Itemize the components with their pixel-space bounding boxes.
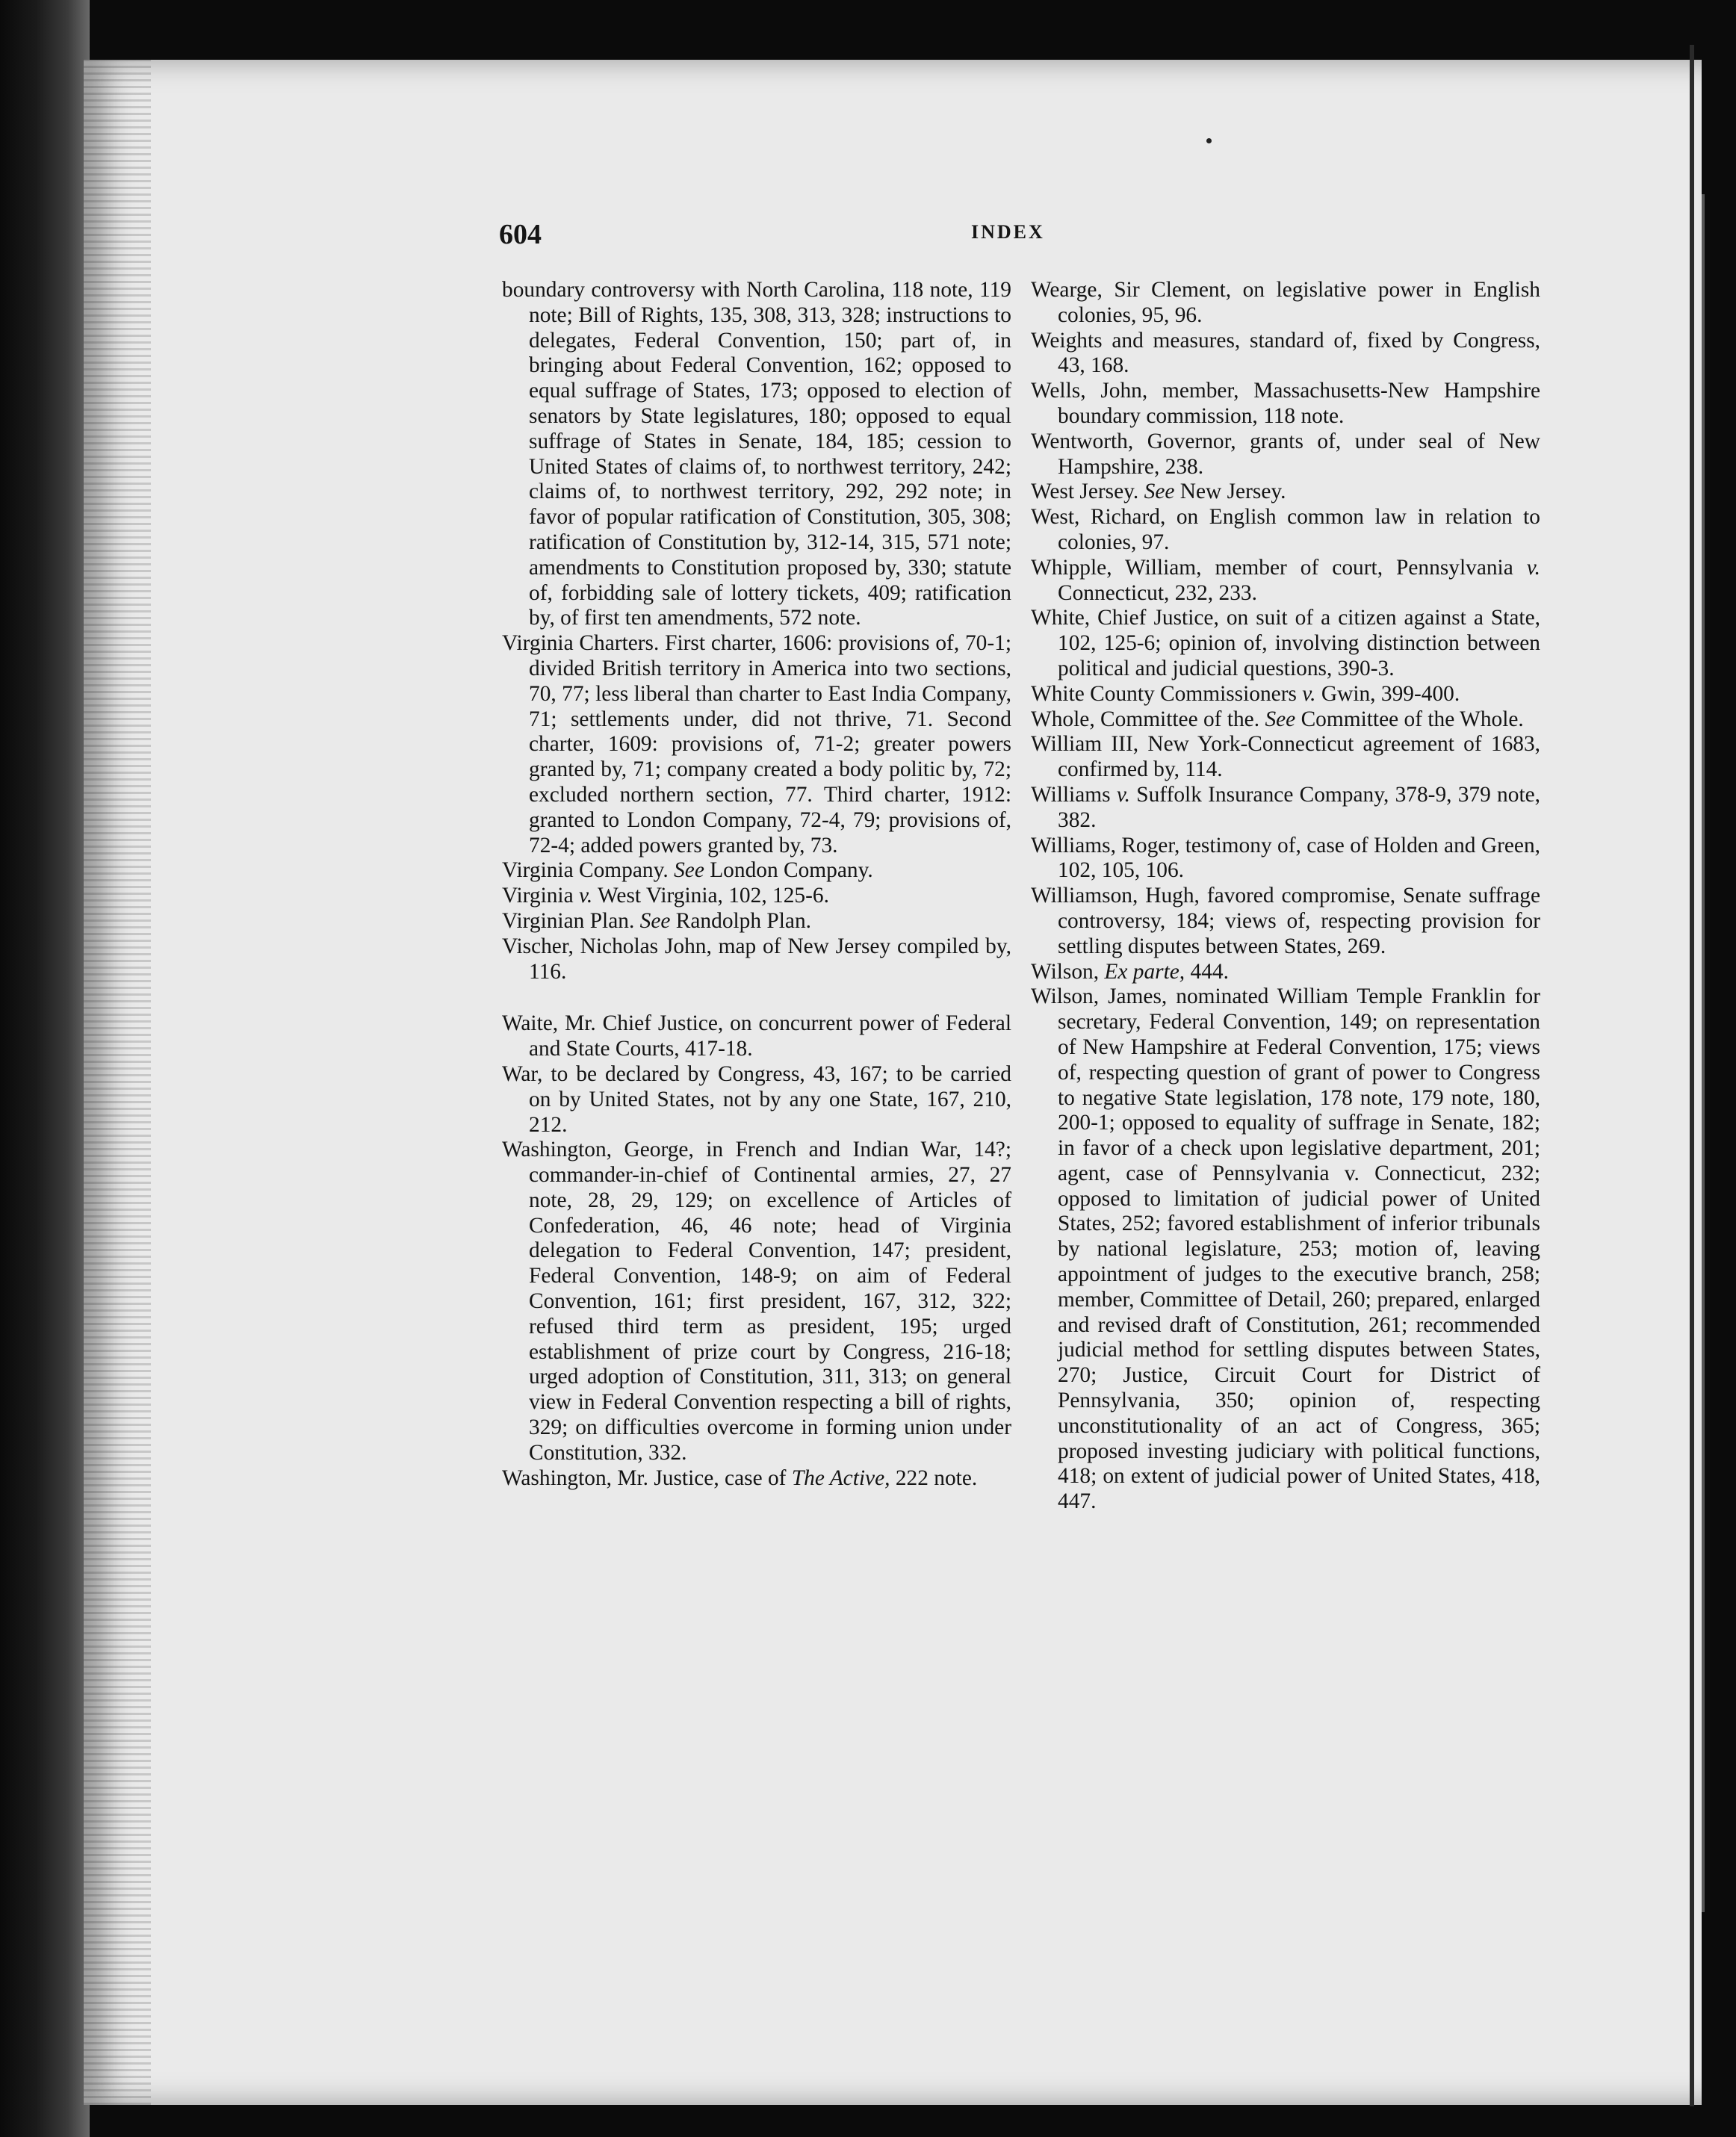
page-gutter (84, 60, 151, 2105)
index-entry: West Jersey. See New Jersey. (1031, 480, 1286, 504)
index-entry: Virginian Plan. See Randolph Plan. (502, 908, 812, 933)
scan-border-left (0, 0, 90, 2137)
page-number: 604 (499, 219, 542, 250)
index-entry: Virginia v. West Virginia, 102, 125-6. (502, 884, 829, 908)
index-entry: Wearge, Sir Clement, on legislative power in English colonies, 95, 96. (1031, 278, 1540, 327)
index-entry: Virginia Company. See London Company. (502, 858, 873, 883)
index-entry: Whipple, William, member of court, Pennsylvania v. Connecticut, 232, 233. (1031, 555, 1540, 605)
index-entry: Weights and measures, standard of, fixed by Congress, 43, 168. (1031, 328, 1540, 378)
running-head: INDEX (971, 221, 1045, 243)
index-entry: West, Richard, on English common law in relation to colonies, 97. (1031, 505, 1540, 554)
index-entry: Williams v. Suffolk Insurance Company, 378-9, 379 note, 382. (1031, 782, 1541, 832)
page-edge-shadow (1702, 194, 1705, 1912)
index-entry: Virginia Charters. First charter, 1606: provisions of, 70-1; divided British territory in America into two sections, 70, 77; less liberal than charter to East India Company, 71; settlements under, did not thrive, 71. Second charter, 1609: provisions of, 71-2; greater powers granted by, 71; company created a body politic by, 72; excluded northern section, 77. Third charter, 1912: granted to London Company, 72-4, 79; provisions of, 72-4; added powers granted by, 73. (502, 631, 1011, 857)
index-entry: White County Commissioners v. Gwin, 399-400. (1031, 681, 1460, 706)
index-entry: White, Chief Justice, on suit of a citizen against a State, 102, 125-6; opinion of, involving distinction between political and judicial questions, 390-3. (1031, 606, 1540, 680)
index-entry: War, to be declared by Congress, 43, 167; to be carried on by United States, not by any one State, 167, 210, 212. (502, 1061, 1011, 1137)
index-entry: Waite, Mr. Chief Justice, on concurrent power of Federal and State Courts, 417-18. (502, 1011, 1011, 1061)
letter-group-spacer (502, 984, 1011, 1011)
index-column-left (502, 278, 1011, 1491)
index-entry: Washington, Mr. Justice, case of The Active, 222 note. (502, 1465, 978, 1490)
index-entry: boundary controversy with North Carolina, 118 note, 119 note; Bill of Rights, 135, 308, 313, 328; instructions to delegates, Federal Convention, 150; part of, in bringing about Federal Convention, 162; opposed to equal suffrage of States, 173; opposed to election of senators by State legislatures, 180; opposed to equal suffrage of States in Senate, 184, 185; cession to United States of claims of, to northwest territory, 242; claims of, to northwest territory, 292, 292 note; in favor of popular ratification of Constitution, 305, 308; ratification of Constitution by, 312-14, 315, 571 note; amendments to Constitution proposed by, 330; statute of, forbidding sale of lottery tickets, 409; ratification by, of first ten amendments, 572 note. (502, 278, 1011, 630)
index-entry: Whole, Committee of the. See Committee of the Whole. (1031, 707, 1524, 731)
index-entry: Wilson, James, nominated William Temple Franklin for secretary, Federal Convention, 149; on representation of New Hampshire at Federal Convention, 175; views of, respecting question of grant of power to Congress to negative State legislation, 178 note, 179 note, 180, 200-1; opposed to equality of suffrage in Senate, 182; in favor of a check upon legislative department, 201; agent, case of Pennsylvania v. Connecticut, 232; opposed to limitation of judicial power of United States, 252; favored establishment of inferior tribunals by national legislature, 253; motion of, leaving appointment of judges to the executive branch, 258; member, Committee of Detail, 260; prepared, enlarged and revised draft of Constitution, 261; recommended judicial method for settling disputes between States, 270; Justice, Circuit Court for District of Pennsylvania, 350; opinion of, respecting unconstitutionality of an act of Congress, 365; proposed investing judiciary with political functions, 418; on extent of judicial power of United States, 418, 447. (1031, 984, 1540, 1514)
index-entry: Wentworth, Governor, grants of, under seal of New Hampshire, 238. (1031, 429, 1540, 479)
speck-mark (1206, 138, 1212, 143)
index-entry: Vischer, Nicholas John, map of New Jersey compiled by, 116. (502, 934, 1011, 984)
index-entry: William III, New York-Connecticut agreement of 1683, confirmed by, 114. (1031, 732, 1540, 782)
page-header (0, 218, 1736, 255)
index-entry: Williamson, Hugh, favored compromise, Senate suffrage controversy, 184; views of, respecting provision for settling disputes between States, 269. (1031, 884, 1540, 958)
index-entry: Wilson, Ex parte, 444. (1031, 959, 1229, 984)
page-edge-right (1690, 45, 1694, 2106)
index-entry: Washington, George, in French and Indian War, 14?; commander-in-chief of Continental armies, 27, 27 note, 28, 29, 129; on excellence of Articles of Confederation, 46, 46 note; head of Virginia delegation to Federal Convention, 147; president, Federal Convention, 148-9; on aim of Federal Convention, 161; first president, 167, 312, 322; refused third term as president, 195; urged establishment of prize court by Congress, 216-18; urged adoption of Constitution, 311, 313; on general view in Federal Convention respecting a bill of rights, 329; on difficulties overcome in forming union under Constitution, 332. (502, 1138, 1011, 1465)
index-column-right (1031, 278, 1540, 1515)
index-entry: Wells, John, member, Massachusetts-New Hampshire boundary commission, 118 note. (1031, 379, 1540, 428)
index-entry: Williams, Roger, testimony of, case of Holden and Green, 102, 105, 106. (1031, 833, 1540, 883)
